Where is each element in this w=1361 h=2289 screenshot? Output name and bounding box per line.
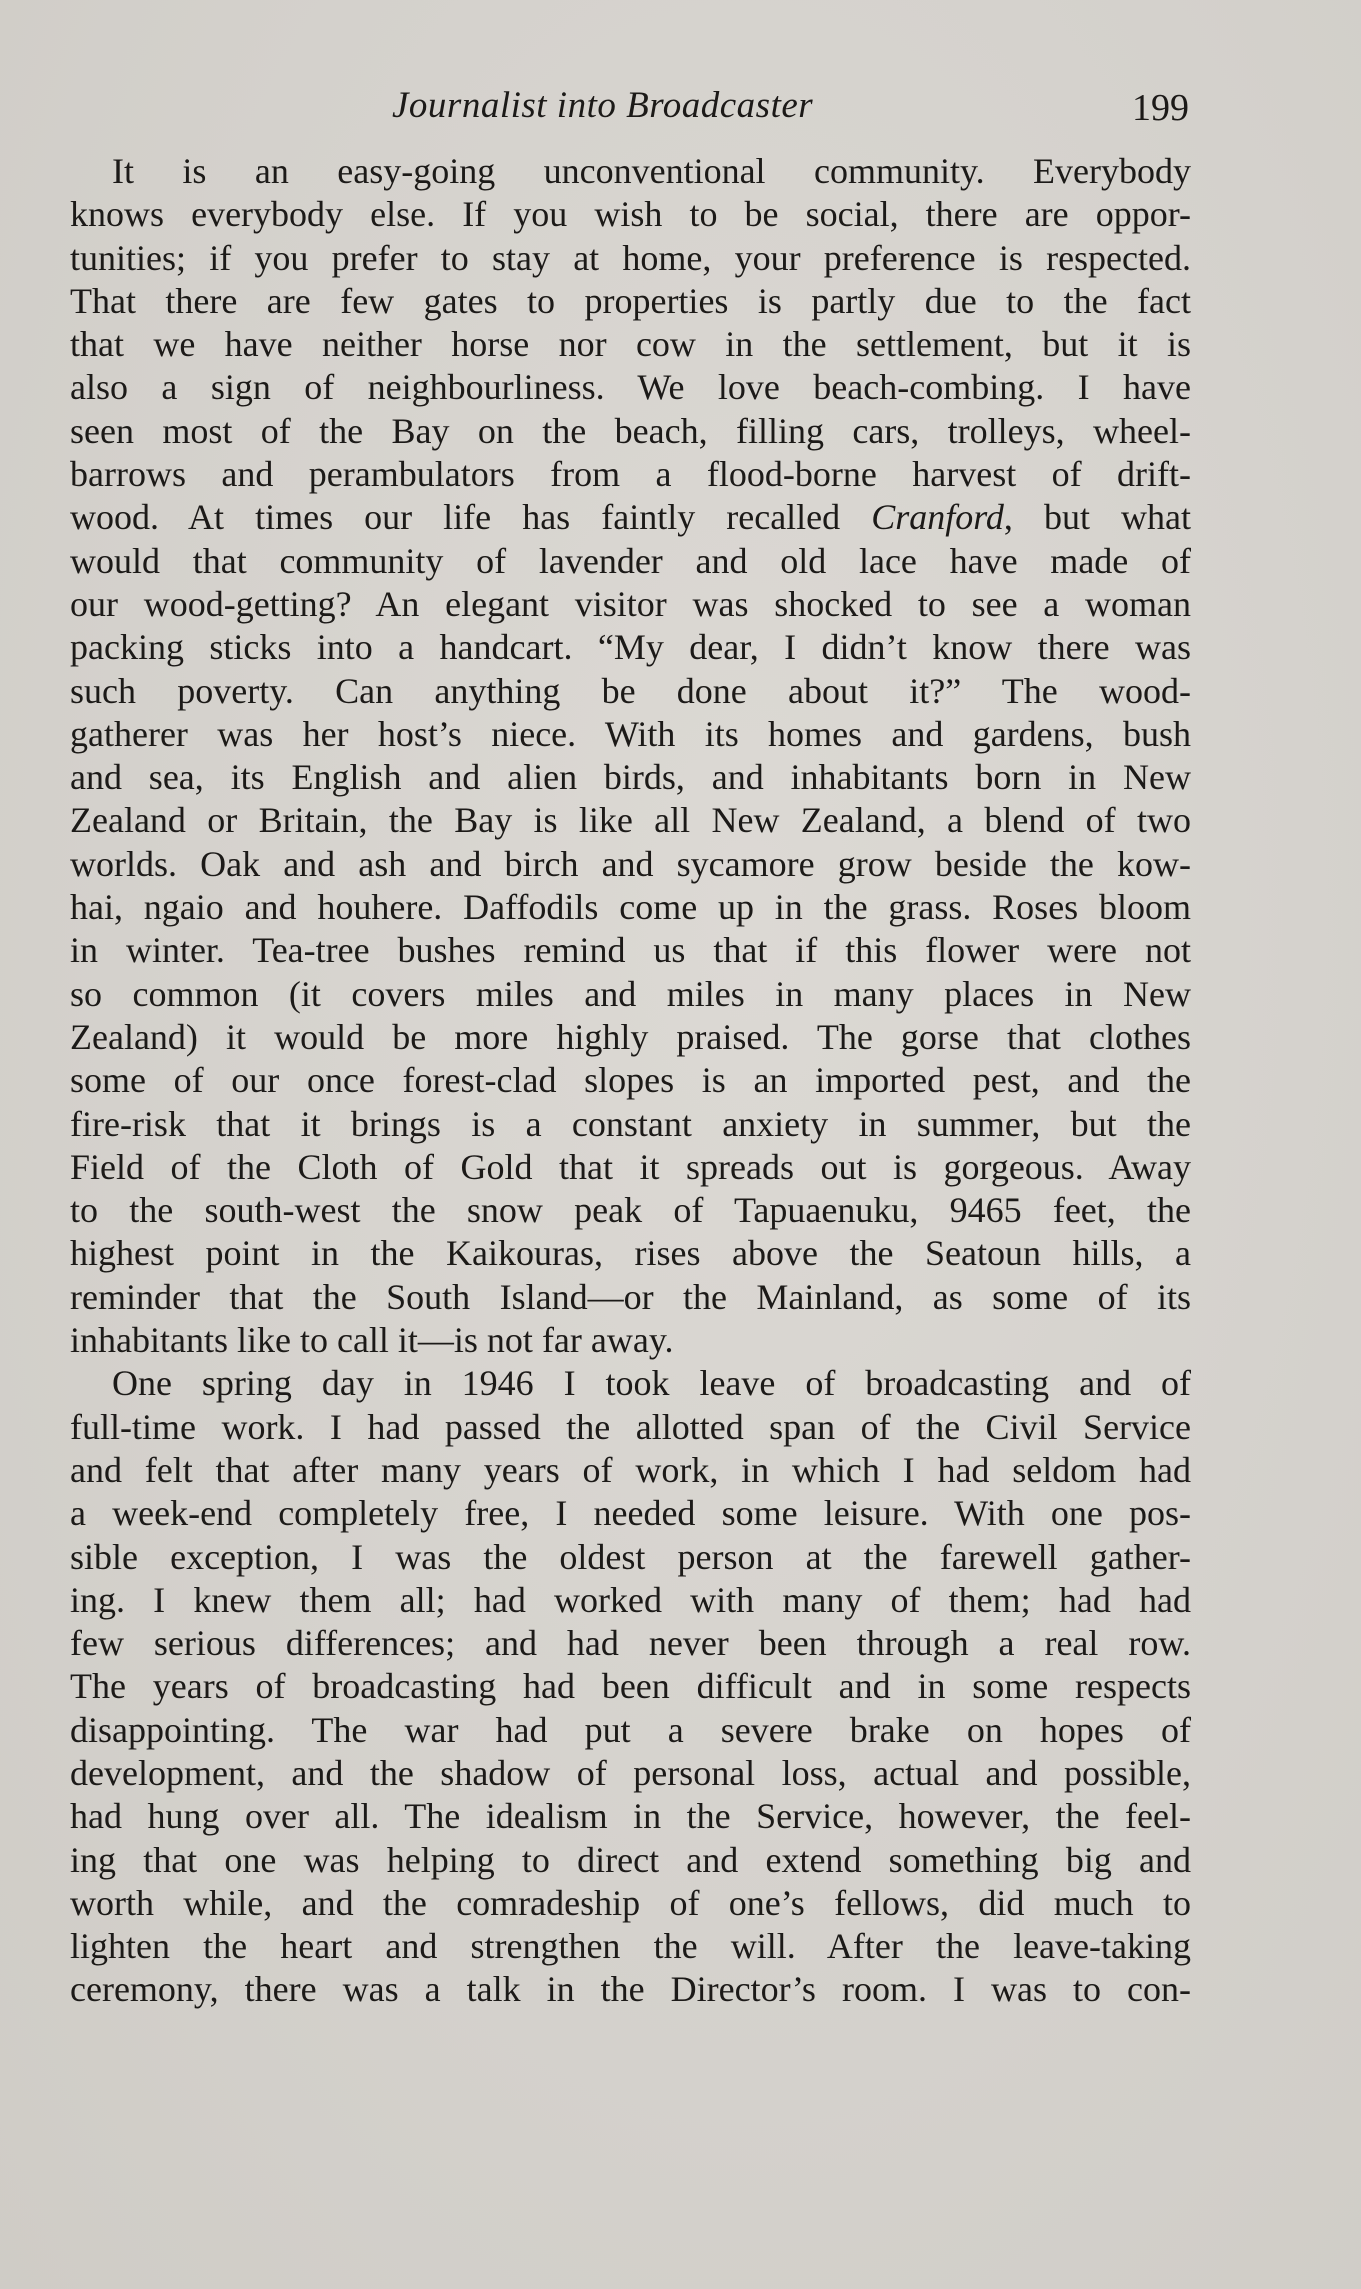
text-line: development, and the shadow of personal loss, actual and possible, — [70, 1752, 1191, 1793]
text-line: hai, ngaio and houhere. Daffodils come up in the grass. Roses bloom — [70, 887, 1191, 928]
page-number: 199 — [1132, 87, 1189, 129]
text-line: tunities; if you prefer to stay at home, your preference is respected. — [70, 237, 1191, 278]
text-line: worth while, and the comradeship of one’s fellows, did much to — [70, 1882, 1191, 1923]
text-line: also a sign of neighbourliness. We love beach-combing. I have — [70, 367, 1191, 408]
text-line: had hung over all. The idealism in the Service, however, the feel- — [70, 1796, 1191, 1837]
text-line: gatherer was her host’s niece. With its homes and gardens, bush — [70, 713, 1191, 754]
text-line: highest point in the Kaikouras, rises above the Seatoun hills, a — [70, 1233, 1191, 1274]
text-segment: wood. At times our life has faintly recalled — [70, 497, 872, 538]
running-title: Journalist into Broadcaster — [392, 85, 814, 126]
text-line: such poverty. Can anything be done about it?” The wood- — [70, 670, 1191, 711]
text-line: seen most of the Bay on the beach, filling cars, trolleys, wheel- — [70, 410, 1191, 451]
text-line: some of our once forest-clad slopes is an imported pest, and the — [70, 1060, 1191, 1101]
text-line: that we have neither horse nor cow in the settlement, but it is — [70, 324, 1191, 365]
text-line: in winter. Tea-tree bushes remind us that if this flower were not — [70, 930, 1191, 971]
text-line: disappointing. The war had put a severe brake on hopes of — [70, 1709, 1191, 1750]
text-line: full-time work. I had passed the allotted span of the Civil Service — [70, 1406, 1191, 1447]
text-line: our wood-getting? An elegant visitor was shocked to see a woman — [70, 583, 1191, 624]
text-line: fire-risk that it brings is a constant anxiety in summer, but the — [70, 1103, 1191, 1144]
text-line: That there are few gates to properties is partly due to the fact — [70, 280, 1191, 321]
text-line: would that community of lavender and old lace have made of — [70, 540, 1191, 581]
text-line: One spring day in 1946 I took leave of broadcasting and of — [112, 1363, 1191, 1404]
text-segment: , but what — [1003, 497, 1191, 538]
text-line: The years of broadcasting had been difficult and in some respects — [70, 1666, 1191, 1707]
text-line: barrows and perambulators from a flood-borne harvest of drift- — [70, 454, 1191, 495]
text-line: It is an easy-going unconventional community. Everybody — [112, 151, 1191, 191]
text-line: few serious differences; and had never been through a real row. — [70, 1623, 1191, 1664]
text-line: ing. I knew them all; had worked with many of them; had had — [70, 1579, 1191, 1620]
text-line: inhabitants like to call it—is not far away. — [70, 1320, 674, 1361]
body-text — [70, 150, 1191, 2012]
text-line: reminder that the South Island—or the Mainland, as some of its — [70, 1276, 1191, 1317]
text-line: Field of the Cloth of Gold that it spreads out is gorgeous. Away — [70, 1146, 1191, 1187]
text-line: knows everybody else. If you wish to be social, there are oppor- — [70, 194, 1191, 235]
text-line: ing that one was helping to direct and extend something big and — [70, 1839, 1191, 1880]
text-line: and sea, its English and alien birds, and inhabitants born in New — [70, 757, 1191, 798]
text-line: to the south-west the snow peak of Tapuaenuku, 9465 feet, the — [70, 1190, 1191, 1231]
text-line: sible exception, I was the oldest person at the farewell gather- — [70, 1536, 1191, 1577]
text-line: ceremony, there was a talk in the Director’s room. I was to con- — [70, 1969, 1191, 2010]
book-title-italic: Cranford — [871, 497, 1004, 538]
text-line — [70, 496, 1191, 539]
text-line: packing sticks into a handcart. “My dear, I didn’t know there was — [70, 627, 1191, 668]
text-line: so common (it covers miles and miles in many places in New — [70, 973, 1191, 1014]
text-line: Zealand or Britain, the Bay is like all New Zealand, a blend of two — [70, 800, 1191, 841]
text-line: and felt that after many years of work, in which I had seldom had — [70, 1449, 1191, 1490]
text-line: lighten the heart and strengthen the will. After the leave-taking — [70, 1926, 1191, 1967]
text-line: worlds. Oak and ash and birch and sycamore grow beside the kow- — [70, 843, 1191, 884]
running-head — [0, 84, 1361, 134]
text-line: a week-end completely free, I needed some leisure. With one pos- — [70, 1493, 1191, 1534]
text-line: Zealand) it would be more highly praised. The gorse that clothes — [70, 1016, 1191, 1057]
